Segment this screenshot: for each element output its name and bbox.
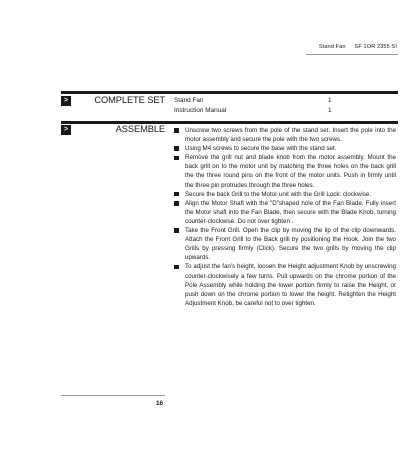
list-item bbox=[174, 226, 396, 262]
step-text: Align the Motor Shaft with the "D"shaped hole of the Fan Blade. Fully insert the Motor shaft into the Fan Blade, then secure with the Blade Knob, turning counter-clockwise. Do not over tighten . bbox=[185, 199, 396, 225]
page-number: 16 bbox=[156, 400, 164, 407]
square-bullet-icon bbox=[174, 156, 179, 161]
list-item bbox=[174, 153, 396, 189]
footer-rule bbox=[61, 395, 165, 396]
section-title-assemble: ASSEMBLE bbox=[115, 124, 165, 134]
step-text: Unscrew two screws from the pole of the stand set. Insert the pole into the motor assembly and secure the pole with the two screws. bbox=[185, 127, 396, 144]
square-bullet-icon bbox=[174, 201, 179, 206]
running-header bbox=[319, 44, 397, 50]
square-bullet-icon bbox=[174, 192, 179, 197]
step-text: Take the Front Grill. Open the clip by moving the lip of the clip downwards. Attach the Front Grill to the Back grill by positioning the Hook. Join the two Grills by pressing firmly (Click). Secure the two grills by moving the clip upwards. bbox=[185, 227, 396, 262]
set-item-name: Instruction Manual bbox=[174, 107, 227, 114]
square-bullet-icon bbox=[174, 128, 179, 133]
square-bullet-icon bbox=[174, 265, 179, 270]
set-item-qty: 1 bbox=[328, 97, 332, 104]
set-item-qty: 1 bbox=[328, 107, 332, 114]
section-rule-assemble bbox=[61, 121, 398, 124]
step-text: Secure the back Grill to the Motor unit with the Grill Lock: clockwise. bbox=[185, 190, 372, 198]
header-rule bbox=[306, 54, 398, 55]
section-marker: > bbox=[61, 96, 71, 106]
section-rule-complete-set bbox=[61, 91, 398, 94]
list-item bbox=[174, 144, 396, 153]
section-title-complete-set: COMPLETE SET bbox=[94, 95, 165, 105]
list-item bbox=[174, 190, 396, 199]
step-text: Remove the grill nut and blade knob from the motor assembly. Mount the back grill on to the motor unit by matching the three holes on the back grill the the three round pins on the front of the motor units. Push in firmly until the three pin protrudes through the three holes. bbox=[185, 154, 396, 189]
list-item bbox=[174, 126, 396, 144]
section-marker: > bbox=[61, 125, 71, 135]
square-bullet-icon bbox=[174, 146, 179, 151]
set-item-name: Stand Fan bbox=[174, 97, 204, 104]
assembly-steps-list bbox=[174, 126, 396, 308]
square-bullet-icon bbox=[174, 228, 179, 233]
step-text: Using M4 screws to secure the base with the stand set. bbox=[185, 145, 337, 153]
list-item bbox=[174, 262, 396, 307]
header-model: SF 1OR 2355 SI bbox=[354, 44, 397, 50]
step-text: To adjust the fan's height, loosen the Height adjustment Knob by unscrewing counter-clockwisely a few turns. Pull upwards on the chrome portion of the Pole Assembly while holding the lower portion firmly to raise the Height, or push down on the chrome portion to lower the height. Retighten the Height Adjustment Knob, be careful not to over tighten. bbox=[185, 263, 396, 307]
list-item bbox=[174, 199, 396, 226]
header-section: Stand Fan bbox=[318, 44, 346, 50]
